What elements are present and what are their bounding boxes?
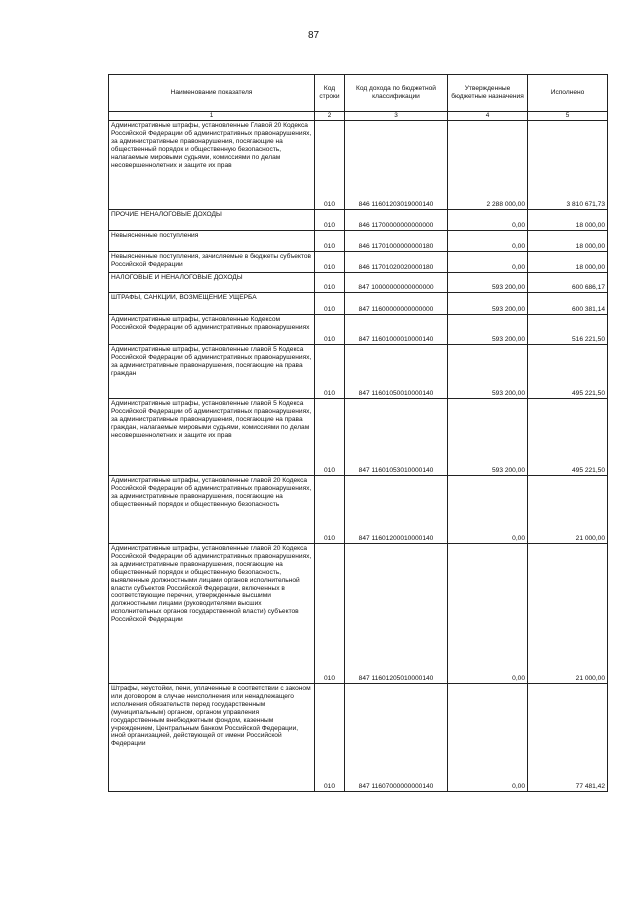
row-income-code: 847 10000000000000000 xyxy=(345,273,448,293)
row-approved: 593 200,00 xyxy=(448,345,528,399)
row-income-code: 846 11701000000000180 xyxy=(345,231,448,252)
row-approved: 593 200,00 xyxy=(448,399,528,476)
row-code: 010 xyxy=(315,345,345,399)
table-row xyxy=(109,476,608,544)
row-code: 010 xyxy=(315,476,345,544)
row-code: 010 xyxy=(315,544,345,684)
row-approved: 0,00 xyxy=(448,210,528,231)
row-approved: 593 200,00 xyxy=(448,273,528,293)
row-code: 010 xyxy=(315,210,345,231)
row-executed: 21 000,00 xyxy=(528,476,608,544)
row-name: Административные штрафы, установленные главой 5 Кодекса Российской Федерации об административных правонарушениях, за административные правонарушения, посягающие на права граждан, налагаемые мировыми судьями, комиссиями по делам несовершеннолетних и защите их прав xyxy=(109,399,315,476)
column-number: 1 xyxy=(109,112,315,121)
row-approved: 0,00 xyxy=(448,684,528,792)
row-income-code: 847 11601050010000140 xyxy=(345,345,448,399)
row-income-code: 846 11701020020000180 xyxy=(345,252,448,273)
row-executed: 21 000,00 xyxy=(528,544,608,684)
row-income-code: 847 11601205010000140 xyxy=(345,544,448,684)
row-executed: 77 481,42 xyxy=(528,684,608,792)
row-name: ПРОЧИЕ НЕНАЛОГОВЫЕ ДОХОДЫ xyxy=(109,210,315,231)
row-executed: 495 221,50 xyxy=(528,399,608,476)
row-income-code: 846 11700000000000000 xyxy=(345,210,448,231)
row-name: Административные штрафы, установленные Главой 20 Кодекса Российской Федерации об административных правонарушениях, за административные правонарушения, посягающие на общественный порядок и общественную безопасность, налагаемые мировыми судьями, комиссиями по делам несовершеннолетних и защите их прав xyxy=(109,121,315,210)
row-executed: 18 000,00 xyxy=(528,210,608,231)
row-name: НАЛОГОВЫЕ И НЕНАЛОГОВЫЕ ДОХОДЫ xyxy=(109,273,315,293)
header-approved: Утвержденные бюджетные назначения xyxy=(448,75,528,112)
table-header-row xyxy=(109,75,608,112)
row-code: 010 xyxy=(315,315,345,345)
column-number: 3 xyxy=(345,112,448,121)
row-code: 010 xyxy=(315,121,345,210)
row-executed: 495 221,50 xyxy=(528,345,608,399)
row-executed: 18 000,00 xyxy=(528,252,608,273)
row-name: Административные штрафы, установленные главой 20 Кодекса Российской Федерации об административных правонарушениях, за административные правонарушения, посягающие на общественный порядок и общественную безопасность, выявленные должностными лицами органов исполнительной власти субъектов Российской Федерации, включенных в соответствующие перечни, утвержденные высшими должностными лицами (руководителями высших исполнительных органов государственной власти) субъектов Российской Федерации xyxy=(109,544,315,684)
row-name: Административные штрафы, установленные Кодексом Российской Федерации об административных правонарушениях xyxy=(109,315,315,345)
table-row xyxy=(109,121,608,210)
row-name: Административные штрафы, установленные главой 20 Кодекса Российской Федерации об административных правонарушениях, за административные правонарушения, посягающие на общественный порядок и общественную безопасность xyxy=(109,476,315,544)
column-number: 2 xyxy=(315,112,345,121)
table-row xyxy=(109,273,608,293)
row-income-code: 847 11601000010000140 xyxy=(345,315,448,345)
table-row xyxy=(109,231,608,252)
row-code: 010 xyxy=(315,231,345,252)
row-code: 010 xyxy=(315,399,345,476)
row-name: Административные штрафы, установленные главой 5 Кодекса Российской Федерации об административных правонарушениях, за административные правонарушения, посягающие на права граждан xyxy=(109,345,315,399)
row-income-code: 847 11601053010000140 xyxy=(345,399,448,476)
table-row xyxy=(109,399,608,476)
table-row xyxy=(109,293,608,315)
table-row xyxy=(109,544,608,684)
column-number: 4 xyxy=(448,112,528,121)
row-approved: 593 200,00 xyxy=(448,293,528,315)
table-row xyxy=(109,252,608,273)
header-code: Код строки xyxy=(315,75,345,112)
column-number-row xyxy=(109,112,608,121)
header-name: Наименование показателя xyxy=(109,75,315,112)
row-approved: 0,00 xyxy=(448,544,528,684)
column-number: 5 xyxy=(528,112,608,121)
row-approved: 0,00 xyxy=(448,231,528,252)
row-income-code: 847 11607000000000140 xyxy=(345,684,448,792)
table-row xyxy=(109,345,608,399)
table-row xyxy=(109,210,608,231)
row-code: 010 xyxy=(315,684,345,792)
row-executed: 3 810 671,73 xyxy=(528,121,608,210)
row-approved: 2 288 000,00 xyxy=(448,121,528,210)
row-name: Штрафы, неустойки, пени, уплаченные в соответствии с законом или договором в случае неисполнения или ненадлежащего исполнения обязательств перед государственным (муниципальным) органом, органом управления государственным внебюджетным фондом, казенным учреждением, Центральным банком Российской Федерации, иной организацией, действующей от имени Российской Федерации xyxy=(109,684,315,792)
header-income-code: Код дохода по бюджетной классификации xyxy=(345,75,448,112)
row-name: ШТРАФЫ, САНКЦИИ, ВОЗМЕЩЕНИЕ УЩЕРБА xyxy=(109,293,315,315)
table-row xyxy=(109,315,608,345)
row-executed: 600 686,17 xyxy=(528,273,608,293)
row-executed: 18 000,00 xyxy=(528,231,608,252)
row-approved: 593 200,00 xyxy=(448,315,528,345)
row-approved: 0,00 xyxy=(448,252,528,273)
header-executed: Исполнено xyxy=(528,75,608,112)
row-code: 010 xyxy=(315,252,345,273)
row-name: Невыясненные поступления, зачисляемые в бюджеты субъектов Российской Федерации xyxy=(109,252,315,273)
row-income-code: 847 11601200010000140 xyxy=(345,476,448,544)
row-executed: 516 221,50 xyxy=(528,315,608,345)
table-row xyxy=(109,684,608,792)
row-approved: 0,00 xyxy=(448,476,528,544)
revenue-table xyxy=(108,74,608,792)
page-number: 87 xyxy=(307,30,320,41)
row-code: 010 xyxy=(315,293,345,315)
row-name: Невыясненные поступления xyxy=(109,231,315,252)
row-code: 010 xyxy=(315,273,345,293)
row-income-code: 846 11601203019000140 xyxy=(345,121,448,210)
row-income-code: 847 11600000000000000 xyxy=(345,293,448,315)
row-executed: 600 381,14 xyxy=(528,293,608,315)
